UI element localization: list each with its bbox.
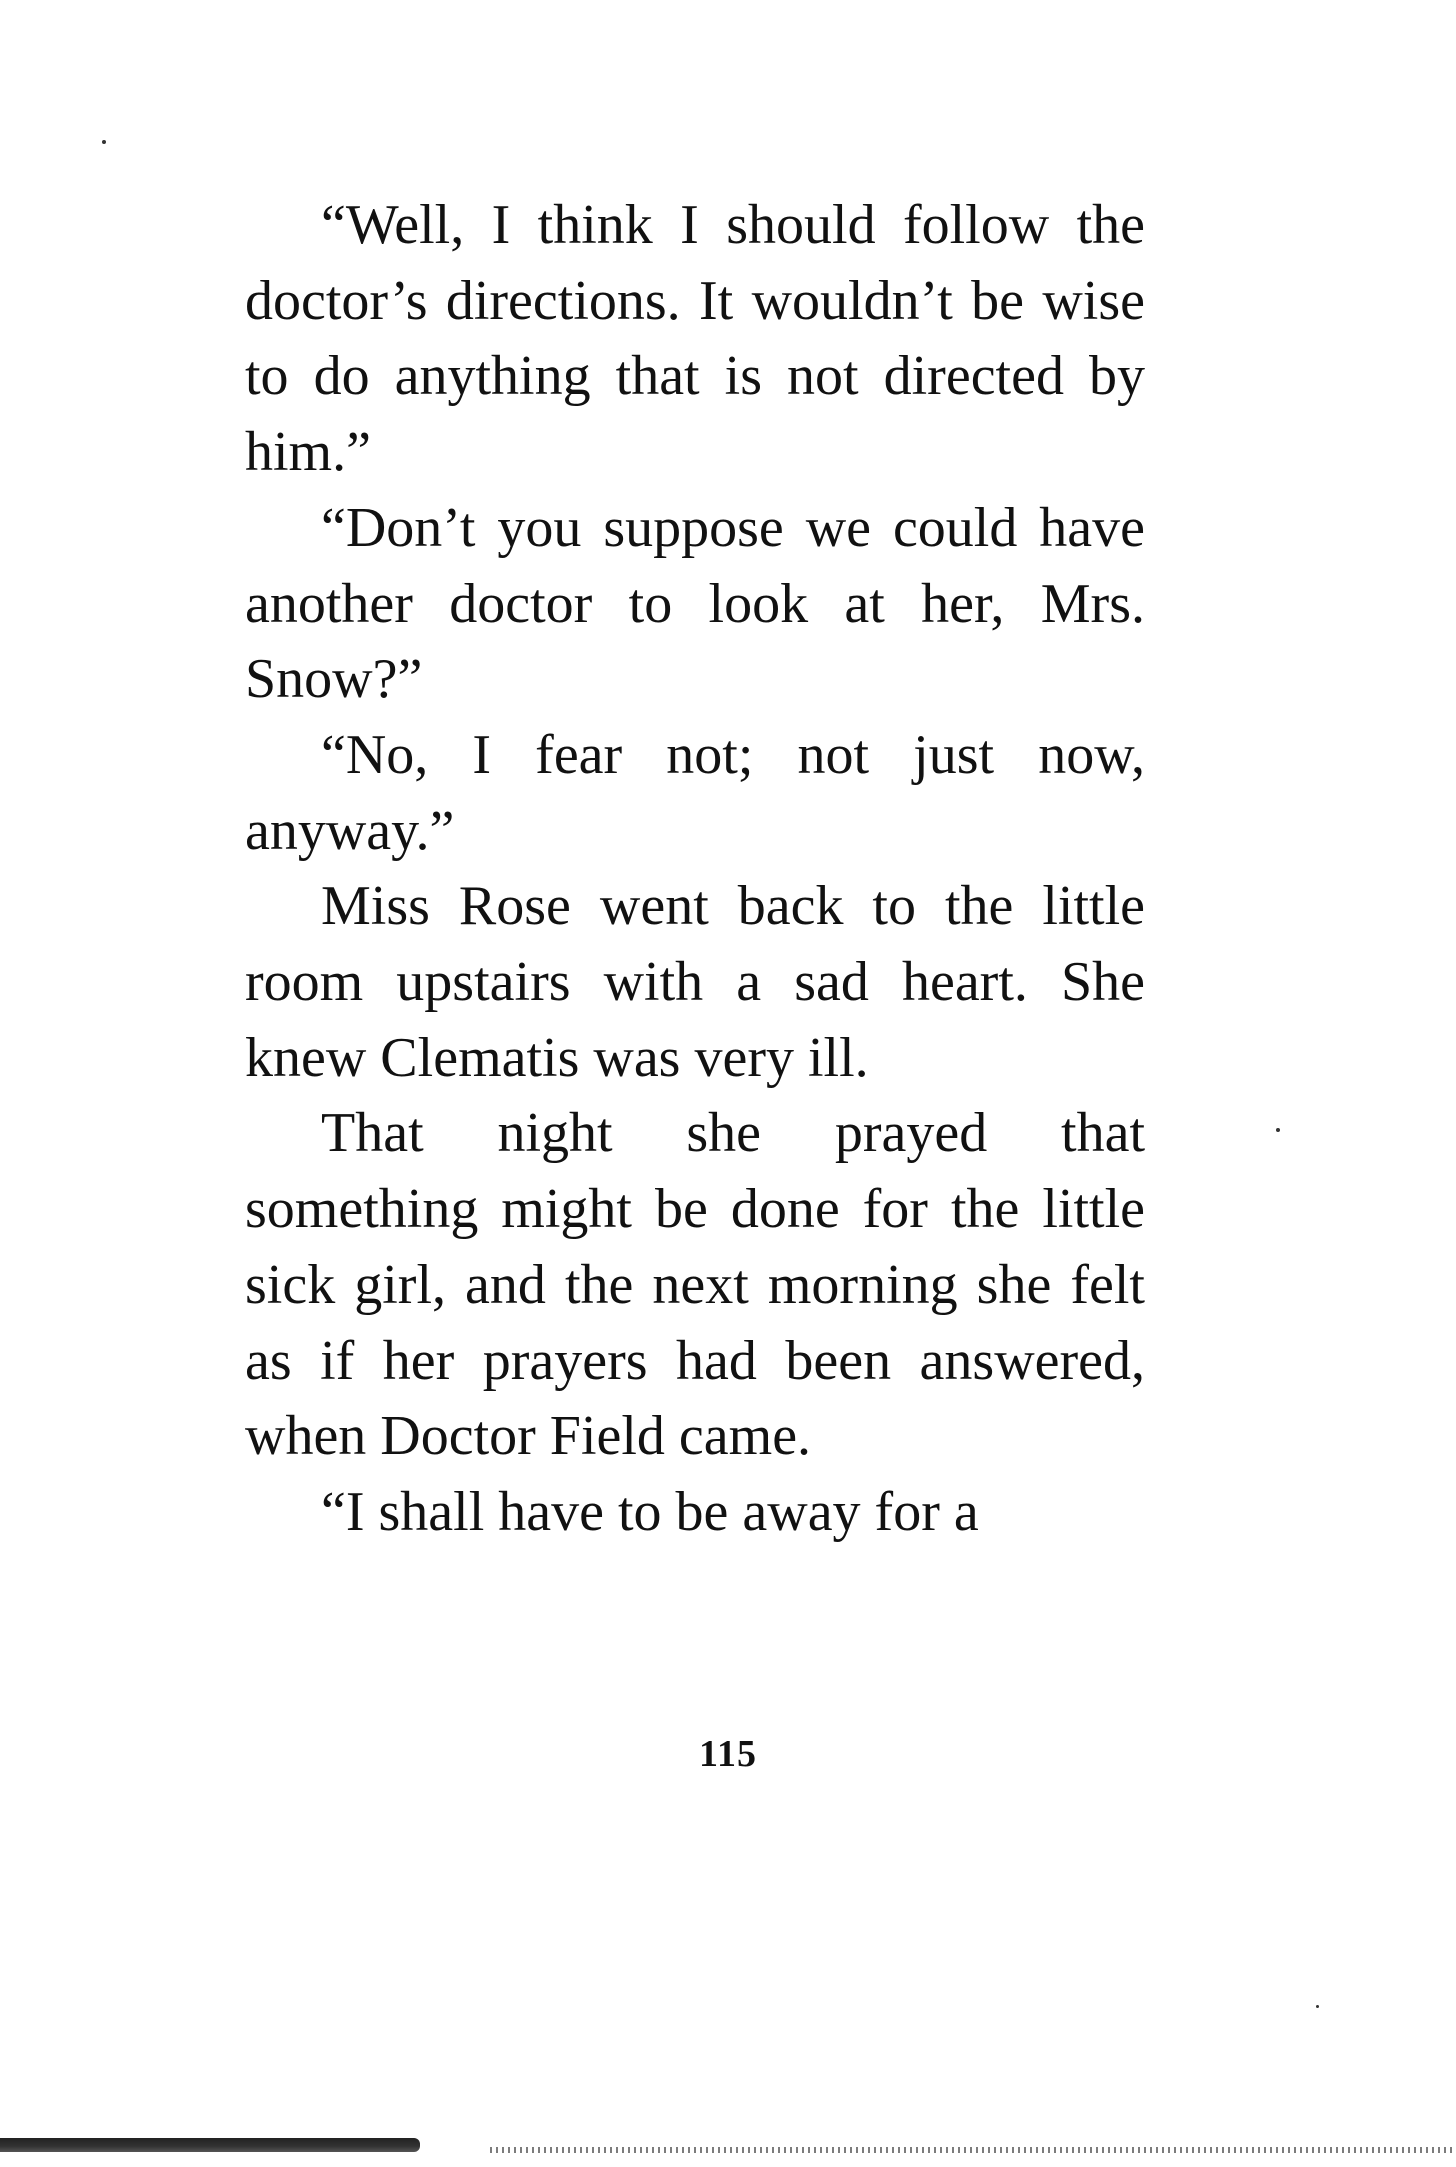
paragraph: Miss Rose went back to the little room upstairs with a sad heart. She knew Clematis was very ill. bbox=[245, 875, 1145, 1089]
scan-edge-dots bbox=[490, 2147, 1456, 2153]
body-text bbox=[245, 188, 1145, 1551]
paper-speck bbox=[1276, 1128, 1280, 1132]
scan-edge-shadow bbox=[0, 2138, 420, 2152]
paragraph: That night she prayed that something might be done for the little sick girl, and the next morning she felt as if her prayers had been answered, when Doctor Field came. bbox=[245, 1102, 1145, 1468]
paper-speck bbox=[102, 140, 106, 144]
paragraph: “Well, I think I should follow the doctor’s directions. It wouldn’t be wise to do anything that is not directed by him.” bbox=[245, 194, 1145, 484]
page-number: 115 bbox=[699, 1733, 757, 1775]
paragraph: “I shall have to be away for a bbox=[321, 1480, 979, 1543]
paper-speck bbox=[1316, 2005, 1319, 2008]
paragraph: “No, I fear not; not just now, anyway.” bbox=[245, 723, 1145, 862]
paragraph: “Don’t you suppose we could have another doctor to look at her, Mrs. Snow?” bbox=[245, 496, 1145, 711]
